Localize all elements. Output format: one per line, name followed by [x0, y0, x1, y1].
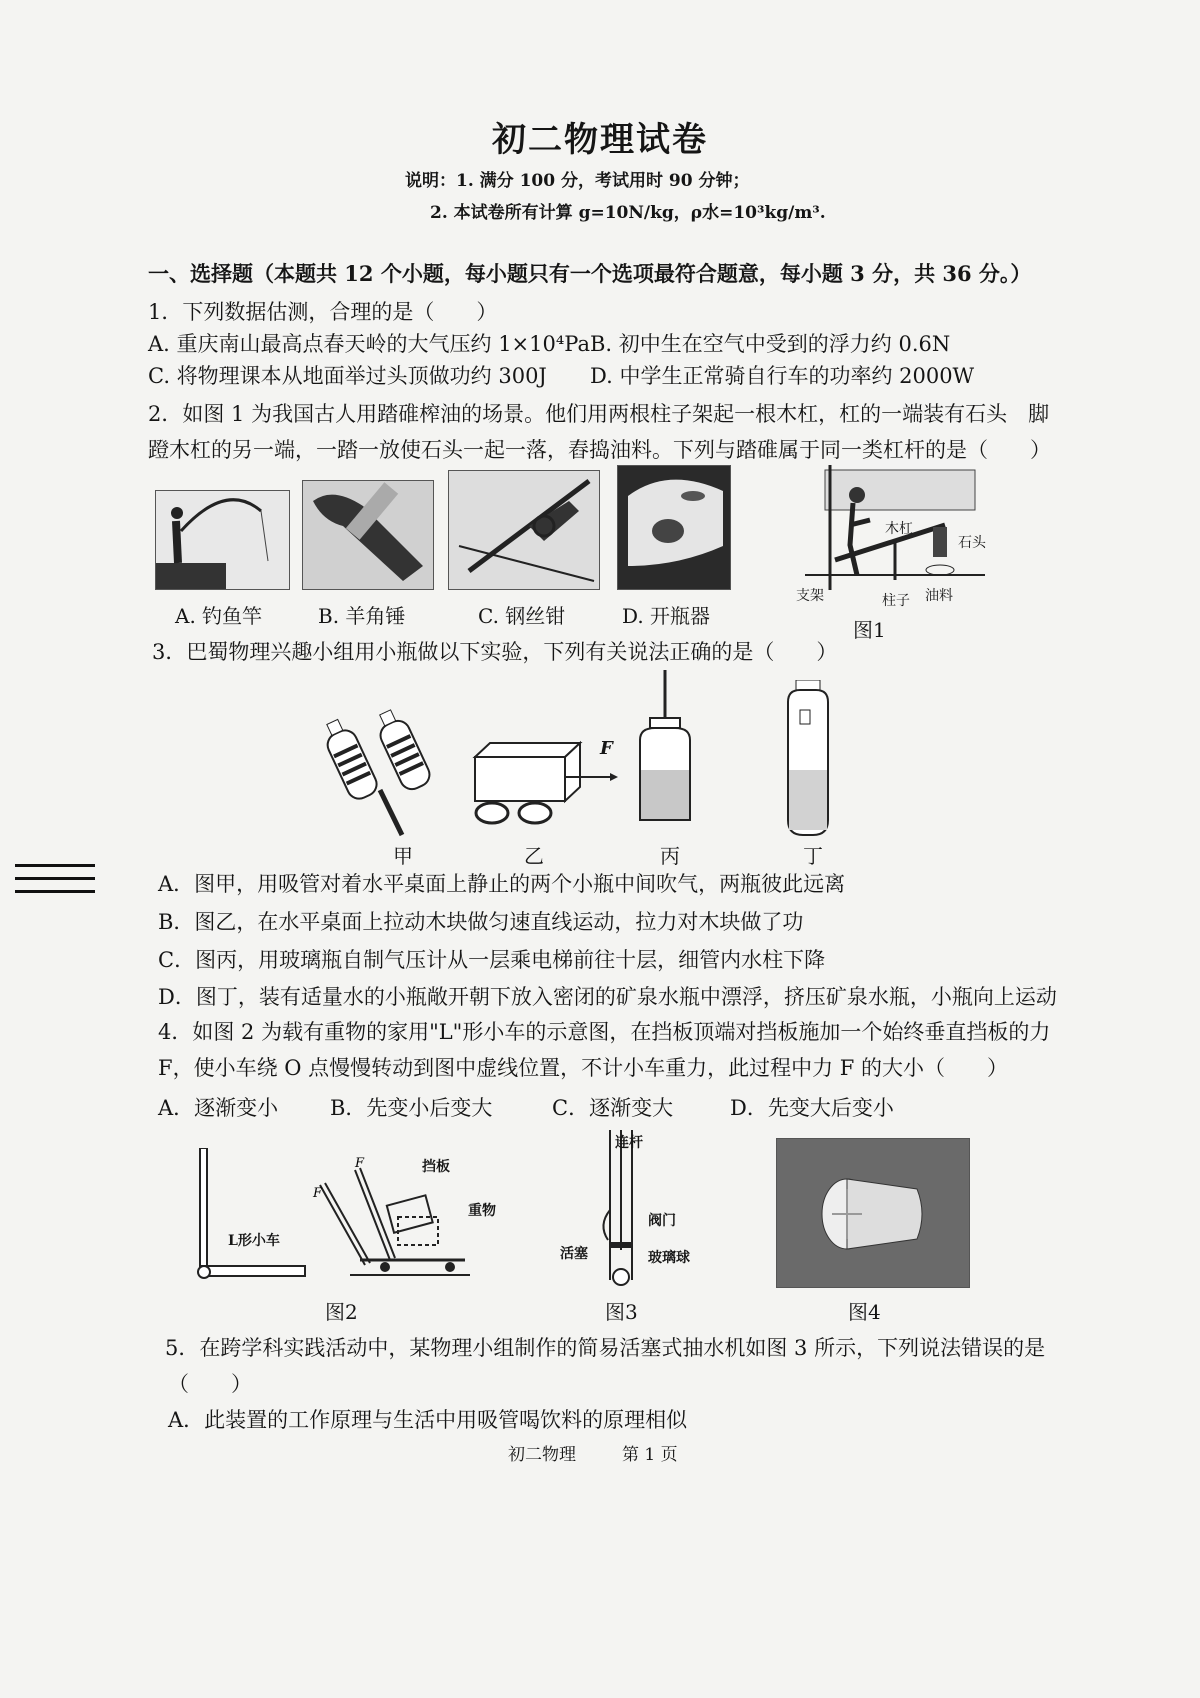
q2-stem-line2: 蹬木杠的另一端，一踏一放使石头一起一落，舂捣油料。下列与踏碓属于同一类杠杆的是（ ） — [148, 438, 1051, 462]
fig-label-bing: 丙 — [660, 844, 680, 868]
exam-note-1: 说明：1. 满分 100 分，考试用时 90 分钟； — [405, 171, 750, 191]
fig2-label-cart: L形小车 — [228, 1233, 280, 1249]
section-heading: 一、选择题（本题共 12 个小题，每小题只有一个选项最符合题意，每小题 3 分，共 36 分。） — [148, 261, 1032, 286]
footer-subject: 初二物理 — [508, 1445, 576, 1465]
figure-bing-barometer — [625, 670, 705, 830]
fig2-force-f-1: F — [313, 1186, 323, 1201]
q2-caption-a: A. 钓鱼竿 — [175, 604, 263, 628]
fig1-label-pillar: 柱子 — [882, 593, 910, 609]
fig1-label-support: 支架 — [796, 588, 824, 604]
footer-page-number: 第 1 页 — [622, 1445, 678, 1465]
q3-option-a: A．图甲，用吸管对着水平桌面上静止的两个小瓶中间吹气，两瓶彼此远离 — [158, 872, 846, 896]
fishing-rod-image — [155, 490, 290, 590]
q1-option-d: D. 中学生正常骑自行车的功率约 2000W — [590, 364, 975, 388]
fig-label-yi: 乙 — [524, 844, 544, 868]
q3-option-c: C．图丙，用玻璃瓶自制气压计从一层乘电梯前往十层，细管内水柱下降 — [158, 948, 826, 972]
bottle-opener-image — [617, 465, 731, 590]
q2-caption-d: D. 开瓶器 — [622, 604, 711, 628]
fig-label-jia: 甲 — [393, 844, 413, 868]
q1-stem: 1．下列数据估测，合理的是（ ） — [148, 300, 498, 324]
fig3-label-ball: 玻璃球 — [648, 1250, 690, 1266]
exam-note-2: 2. 本试卷所有计算 g=10N/kg，ρ水=10³kg/m³. — [430, 203, 826, 223]
figure-jia-two-bottles — [320, 700, 440, 840]
q4-option-c: C．逐渐变大 — [552, 1096, 674, 1120]
page-title: 初二物理试卷 — [492, 120, 708, 160]
q1-option-c: C. 将物理课本从地面举过头顶做功约 300J — [148, 364, 547, 388]
q3-stem: 3．巴蜀物理兴趣小组用小瓶做以下实验，下列有关说法正确的是（ ） — [152, 640, 838, 664]
q4-option-d: D．先变大后变小 — [730, 1096, 894, 1120]
q4-stem-line2: F，使小车绕 O 点慢慢转动到图中虚线位置，不计小车重力，此过程中力 F 的大小（ ） — [158, 1056, 1009, 1080]
force-f-label: F — [600, 738, 613, 759]
fig1-label-stone: 石头 — [958, 535, 986, 551]
fig3-label-rod: 连杆 — [615, 1135, 643, 1151]
figure-yi-block-on-bottles — [470, 735, 620, 825]
q4-stem-line1: 4．如图 2 为载有重物的家用"L"形小车的示意图，在挡板顶端对挡板施加一个始终垂直挡板的力 — [158, 1020, 1051, 1044]
fig1-label-beam: 木杠 — [885, 521, 913, 537]
q4-option-b: B．先变小后变大 — [330, 1096, 493, 1120]
fig3-label-piston: 活塞 — [560, 1246, 588, 1262]
fig-label-ding: 丁 — [803, 844, 823, 868]
q2-stem-line1: 2．如图 1 为我国古人用踏碓榨油的场景。他们用两根柱子架起一根木杠，杠的一端装有石头 脚 — [148, 402, 1050, 426]
q4-option-a: A．逐渐变小 — [158, 1096, 279, 1120]
fig2-caption: 图2 — [325, 1300, 358, 1324]
q3-option-d: D．图丁，装有适量水的小瓶敞开朝下放入密闭的矿泉水瓶中漂浮，挤压矿泉水瓶，小瓶向上运动 — [158, 985, 1057, 1009]
wire-pliers-image — [448, 470, 600, 590]
fig3-label-valve: 阀门 — [648, 1213, 676, 1229]
fig2-label-baffle: 挡板 — [422, 1159, 450, 1175]
figure-ding-cartesian-diver — [778, 680, 838, 840]
fig1-caption: 图1 — [853, 618, 886, 642]
claw-hammer-image — [302, 480, 434, 590]
q2-caption-b: B. 羊角锤 — [318, 604, 406, 628]
q3-option-b: B．图乙，在水平桌面上拉动木块做匀速直线运动，拉力对木块做了功 — [158, 910, 804, 934]
figure-2-l-cart — [190, 1148, 310, 1288]
q1-option-b: B. 初中生在空气中受到的浮力约 0.6N — [590, 332, 951, 356]
fig2-label-weight: 重物 — [468, 1203, 496, 1219]
figure-4-photo — [776, 1138, 970, 1288]
fig2-force-f-2: F — [355, 1156, 365, 1171]
q5-paren: （ ） — [168, 1372, 252, 1396]
fig4-caption: 图4 — [848, 1300, 881, 1324]
fig1-label-oil: 油料 — [925, 588, 953, 604]
fig3-caption: 图3 — [605, 1300, 638, 1324]
q2-caption-c: C. 钢丝钳 — [478, 604, 566, 628]
q5-option-a: A．此装置的工作原理与生活中用吸管喝饮料的原理相似 — [168, 1408, 688, 1432]
q5-stem: 5．在跨学科实践活动中，某物理小组制作的简易活塞式抽水机如图 3 所示，下列说法错误的是 — [165, 1336, 1046, 1360]
q1-option-a: A. 重庆南山最高点春天岭的大气压约 1×10⁴Pa — [148, 332, 590, 356]
